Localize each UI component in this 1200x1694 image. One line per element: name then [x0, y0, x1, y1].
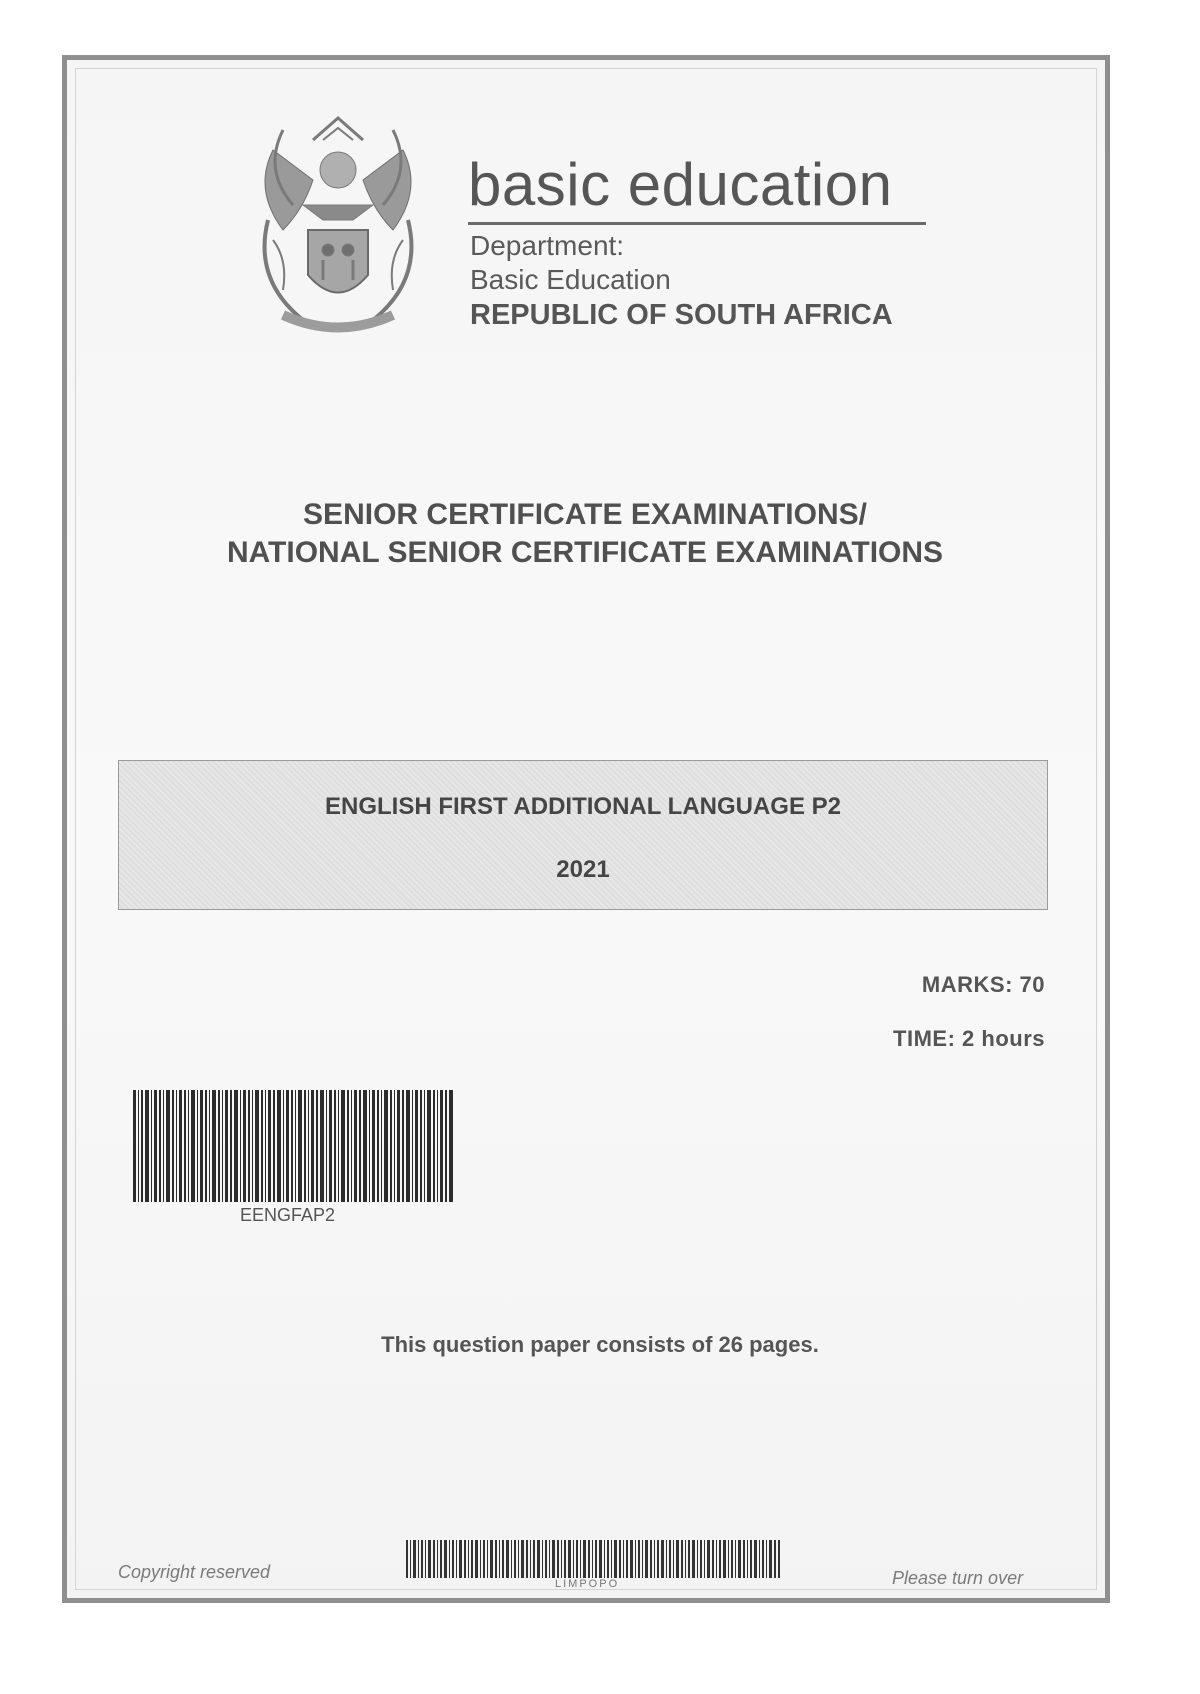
- subject-year: 2021: [556, 856, 610, 883]
- barcode-footer: [406, 1540, 780, 1578]
- brand-title: basic education: [468, 151, 893, 218]
- barcode-code: EENGFAP2: [240, 1205, 336, 1225]
- exam-heading-line2: NATIONAL SENIOR CERTIFICATE EXAMINATIONS: [226, 536, 944, 569]
- exam-heading-line1: SENIOR CERTIFICATE EXAMINATIONS/: [303, 498, 867, 531]
- country-name: REPUBLIC OF SOUTH AFRICA: [470, 299, 893, 331]
- department-label: Department:: [470, 230, 625, 261]
- brand-rule: [468, 222, 926, 225]
- marks-label: MARKS: 70: [921, 972, 1045, 997]
- page-count-note: This question paper consists of 26 pages.: [381, 1332, 819, 1357]
- coat-of-arms-logo: [243, 110, 433, 350]
- turn-over-text: Please turn over: [892, 1568, 1024, 1588]
- time-label: TIME: 2 hours: [893, 1026, 1045, 1051]
- subject-box: [118, 760, 1048, 910]
- province-label: LIMPOPO: [555, 1578, 620, 1590]
- barcode-main: [133, 1090, 453, 1202]
- copyright-text: Copyright reserved: [118, 1562, 271, 1582]
- department-name: Basic Education: [470, 264, 671, 295]
- subject-title: ENGLISH FIRST ADDITIONAL LANGUAGE P2: [324, 793, 842, 820]
